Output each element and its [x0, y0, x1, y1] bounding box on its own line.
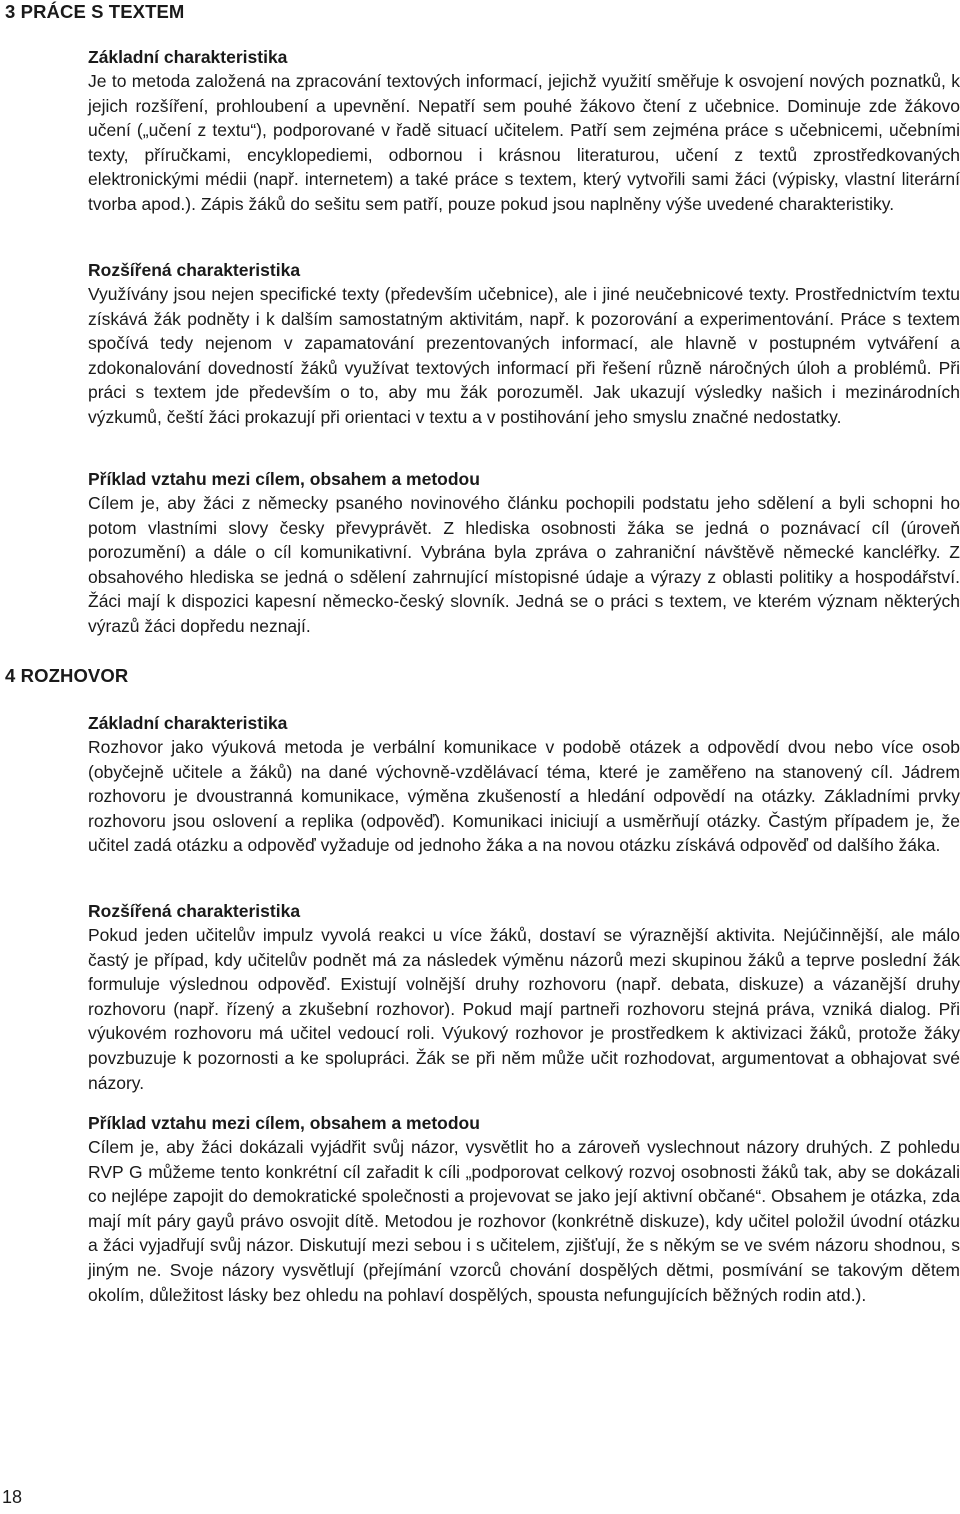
- section-heading: Rozšířená charakteristika: [88, 260, 301, 280]
- ch3-example-section: [88, 467, 960, 639]
- section-heading: Příklad vztahu mezi cílem, obsahem a metodou: [88, 1113, 480, 1133]
- section-heading: Příklad vztahu mezi cílem, obsahem a metodou: [88, 469, 480, 489]
- section-body: Rozhovor jako výuková metoda je verbální komunikace v podobě otázek a odpovědí dvou nebo více osob (obyčejně učitele a žáků) na dané výchovně-vzdělávací téma, které je zaměřeno na stanovený cíl. Jádrem rozhovoru je dvoustranná komunikace, výměna zkušeností a hledání odpovědí na otázky. Základními prvky rozhovoru jsou oslovení a replika (odpověď). Komunikaci iniciují a usměrňují otázky. Častým případem je, že učitel zadá otázku a odpověď vyžaduje od jednoho žáka a na novou otázku získává odpověď od dalšího žáka.: [88, 737, 960, 856]
- section-heading: Základní charakteristika: [88, 47, 288, 67]
- section-body: Je to metoda založená na zpracování textových informací, jejichž využití směřuje k osvojení nových poznatků, k jejich rozšíření, prohloubení a upevnění. Nepatří sem pouhé žákovo čtení z učebnice. Dominuje zde žákovo učení („učení z textu“), podporované v řadě situací učitelem. Patří sem zejména práce s učebnicemi, učebními texty, příručkami, encyklopediemi, odbornou i krásnou literaturou, učení z textů zprostředkovaných elektronickými médii (např. internetem) a také práce s textem, který vytvořili sami žáci (výpisky, vlastní literární tvorba apod.). Zápis žáků do sešitu sem patří, pouze pokud jsou naplněny výše uvedené charakteristiky.: [88, 71, 960, 214]
- ch4-basic-section: [88, 711, 960, 858]
- ch3-extended-section: [88, 258, 960, 430]
- ch3-basic-section: [88, 45, 960, 217]
- section-body: Využívány jsou nejen specifické texty (především učebnice), ale i jiné neučebnicové texty. Prostřednictvím textu získává žák podněty i k dalším samostatným aktivitám, např. k pozorování a experimentování. Práce s textem spočívá tedy nejenom v zapamatování prezentovaných informací, ale hlavně v postupném vytváření a zdokonalování dovedností žáků využívat textových informací při řešení různě náročných úloh a problémů. Při práci s textem jde především o to, aby mu žák porozuměl. Jak ukazují výsledky našich i mezinárodních výzkumů, čeští žáci prokazují při orientaci v textu a v postihování jeho smyslu značné nedostatky.: [88, 284, 960, 427]
- section-heading: Rozšířená charakteristika: [88, 901, 301, 921]
- chapter-4-title: 4 ROZHOVOR: [5, 665, 129, 686]
- section-body: Cílem je, aby žáci dokázali vyjádřit svůj názor, vysvětlit ho a zároveň vyslechnout názory druhých. Z pohledu RVP G můžeme tento konkrétní cíl zařadit k cíli „podporovat celkový rozvoj osobnosti žáků tak, aby se dokázali co nejlépe zapojit do demokratické společnosti a projevovat se jako její aktivní občané“. Obsahem je otázka, zda mají mít páry gayů právo osvojit dítě. Metodou je rozhovor (konkrétně diskuze), kdy učitel položil úvodní otázku a žáci vyjadřují svůj názor. Diskutují mezi sebou i s učitelem, zjišťují, že s někým se ve svém názoru shodnou, s jiným ne. Svoje názory vysvětlují (přejímání vzorců chování dospělých dětmi, posmívání se takovým dětem okolím, důležitost lásky bez ohledu na pohlaví dospělých, spousta nefungujících běžných rodin atd.).: [88, 1137, 960, 1305]
- section-heading: Základní charakteristika: [88, 713, 288, 733]
- section-body: Cílem je, aby žáci z německy psaného novinového článku pochopili podstatu jeho sdělení a byli schopni ho potom vlastními slovy česky převyprávět. Z hlediska osobnosti žáka se jedná o poznávací cíl (úroveň porozumění) a dále o cíl komunikativní. Vybrána byla zpráva o zahraniční návštěvě německé kancléřky. Z obsahového hlediska se jedná o sdělení zahrnující místopisné údaje a výrazy z oblasti politiky a hospodářství. Žáci mají k dispozici kapesní německo-český slovník. Jedná se o práci s textem, ve kterém význam některých výrazů žáci dopředu neznají.: [88, 493, 960, 636]
- page-number: 18: [2, 1487, 23, 1507]
- chapter-3-title: 3 PRÁCE S TEXTEM: [5, 1, 185, 22]
- ch4-example-section: [88, 1111, 960, 1307]
- ch4-extended-section: [88, 899, 960, 1095]
- section-body: Pokud jeden učitelův impulz vyvolá reakci u více žáků, dostaví se výraznější aktivita. Nejúčinnější, ale málo častý je případ, kdy učitelův podnět má za následek výměnu názorů mezi skupinou žáků a teprve poslední žák formuluje výslednou odpověď. Existují volnější druhy rozhovoru (např. debata, diskuze) a vázanější druhy rozhovoru (např. řízený a zkušební rozhovor). Pokud mají partneři rozhovoru stejná práva, vzniká dialog. Při výukovém rozhovoru má učitel vedoucí roli. Výukový rozhovor je prostředkem k aktivizaci žáků, protože žáky povzbuzuje k pozornosti a ke spolupráci. Žák se při něm může učit rozhodovat, argumentovat a obhajovat své názory.: [88, 925, 960, 1093]
